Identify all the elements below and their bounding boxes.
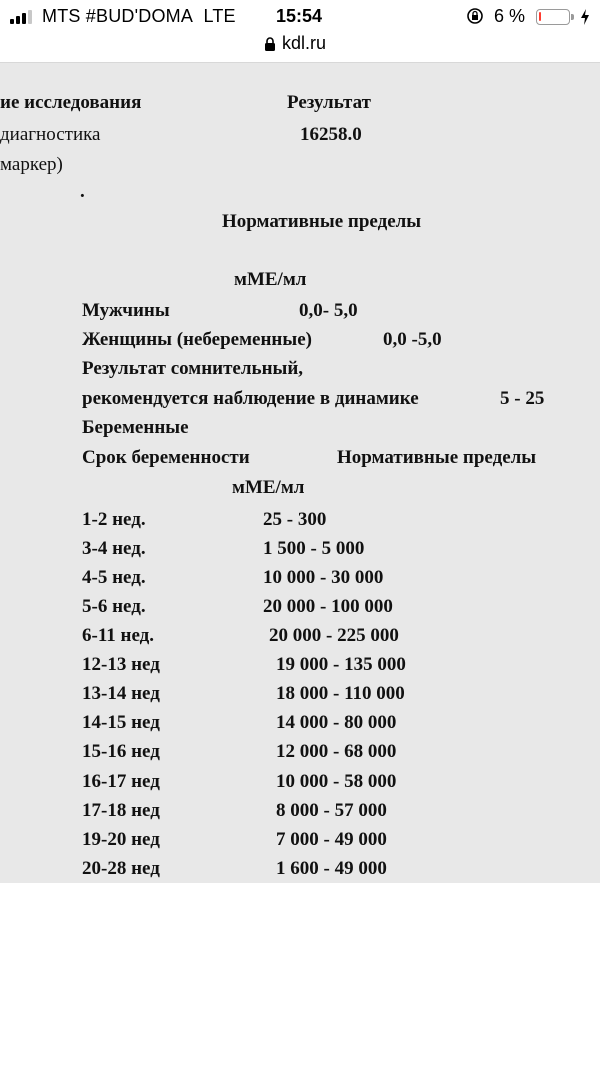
week-term: 4-5 нед. xyxy=(82,567,146,588)
week-range: 8 000 - 57 000 xyxy=(276,800,387,821)
cellular-signal-icon xyxy=(10,10,36,24)
week-range: 19 000 - 135 000 xyxy=(276,654,406,675)
week-range: 18 000 - 110 000 xyxy=(276,683,405,704)
week-range: 1 600 - 49 000 xyxy=(276,858,387,879)
week-range: 25 - 300 xyxy=(263,509,327,530)
week-range: 14 000 - 80 000 xyxy=(276,712,397,733)
carrier-name: MTS #BUD'DOMA LTE xyxy=(42,6,236,26)
orientation-lock-icon xyxy=(466,7,484,25)
week-term: 17-18 нед xyxy=(82,800,160,821)
week-term: 16-17 нед xyxy=(82,771,160,792)
lock-icon xyxy=(264,36,276,52)
battery-icon xyxy=(536,9,570,25)
pregnant-label: Беременные xyxy=(82,417,189,438)
week-term: 13-14 нед xyxy=(82,683,160,704)
doubtful-result-line-1: Результат сомнительный, xyxy=(82,358,304,379)
status-bar xyxy=(0,0,600,34)
charging-bolt-icon xyxy=(579,8,591,26)
week-term: 1-2 нед. xyxy=(82,509,146,530)
battery-level-fill xyxy=(539,12,541,21)
week-range: 20 000 - 225 000 xyxy=(269,625,399,646)
dot-mark: . xyxy=(80,181,85,202)
test-name-line-2: маркер) xyxy=(0,154,63,175)
norms-column-header: Нормативные пределы xyxy=(337,447,537,468)
week-term: 19-20 нед xyxy=(82,829,160,850)
lab-report-document xyxy=(0,63,600,883)
week-range: 1 500 - 5 000 xyxy=(263,538,365,559)
doubtful-result-line-2: рекомендуется наблюдение в динамике xyxy=(82,388,419,409)
test-name-line-1: диагностика xyxy=(0,124,101,145)
term-column-header: Срок беременности xyxy=(82,447,250,468)
network-type: LTE xyxy=(203,6,236,26)
men-range: 0,0- 5,0 xyxy=(299,300,358,321)
week-term: 20-28 нед xyxy=(82,858,160,879)
women-label: Женщины (небеременные) xyxy=(82,329,312,350)
week-range: 20 000 - 100 000 xyxy=(263,596,393,617)
week-range: 10 000 - 30 000 xyxy=(263,567,384,588)
week-range: 12 000 - 68 000 xyxy=(276,741,397,762)
week-term: 5-6 нед. xyxy=(82,596,146,617)
week-term: 12-13 нед xyxy=(82,654,160,675)
column-header-test-name: ие исследования xyxy=(0,92,142,113)
unit-label: мМЕ/мл xyxy=(234,269,307,290)
week-term: 6-11 нед. xyxy=(82,625,155,646)
blank-page-area xyxy=(0,883,600,1066)
week-term: 14-15 нед xyxy=(82,712,160,733)
week-term: 15-16 нед xyxy=(82,741,160,762)
week-term: 3-4 нед. xyxy=(82,538,146,559)
unit-label-secondary: мМЕ/мл xyxy=(232,477,305,498)
test-result-value: 16258.0 xyxy=(300,124,362,145)
men-label: Мужчины xyxy=(82,300,170,321)
address-bar[interactable] xyxy=(0,30,600,60)
reference-title: Нормативные пределы xyxy=(222,211,422,232)
women-range: 0,0 -5,0 xyxy=(383,329,442,350)
url-domain[interactable]: kdl.ru xyxy=(282,33,327,53)
battery-nub xyxy=(571,14,574,20)
status-time: 15:54 xyxy=(276,6,323,26)
doubtful-range: 5 - 25 xyxy=(500,388,545,409)
battery-percent: 6 % xyxy=(494,6,526,26)
week-range: 7 000 - 49 000 xyxy=(276,829,387,850)
week-range: 10 000 - 58 000 xyxy=(276,771,397,792)
column-header-result: Результат xyxy=(287,92,371,113)
